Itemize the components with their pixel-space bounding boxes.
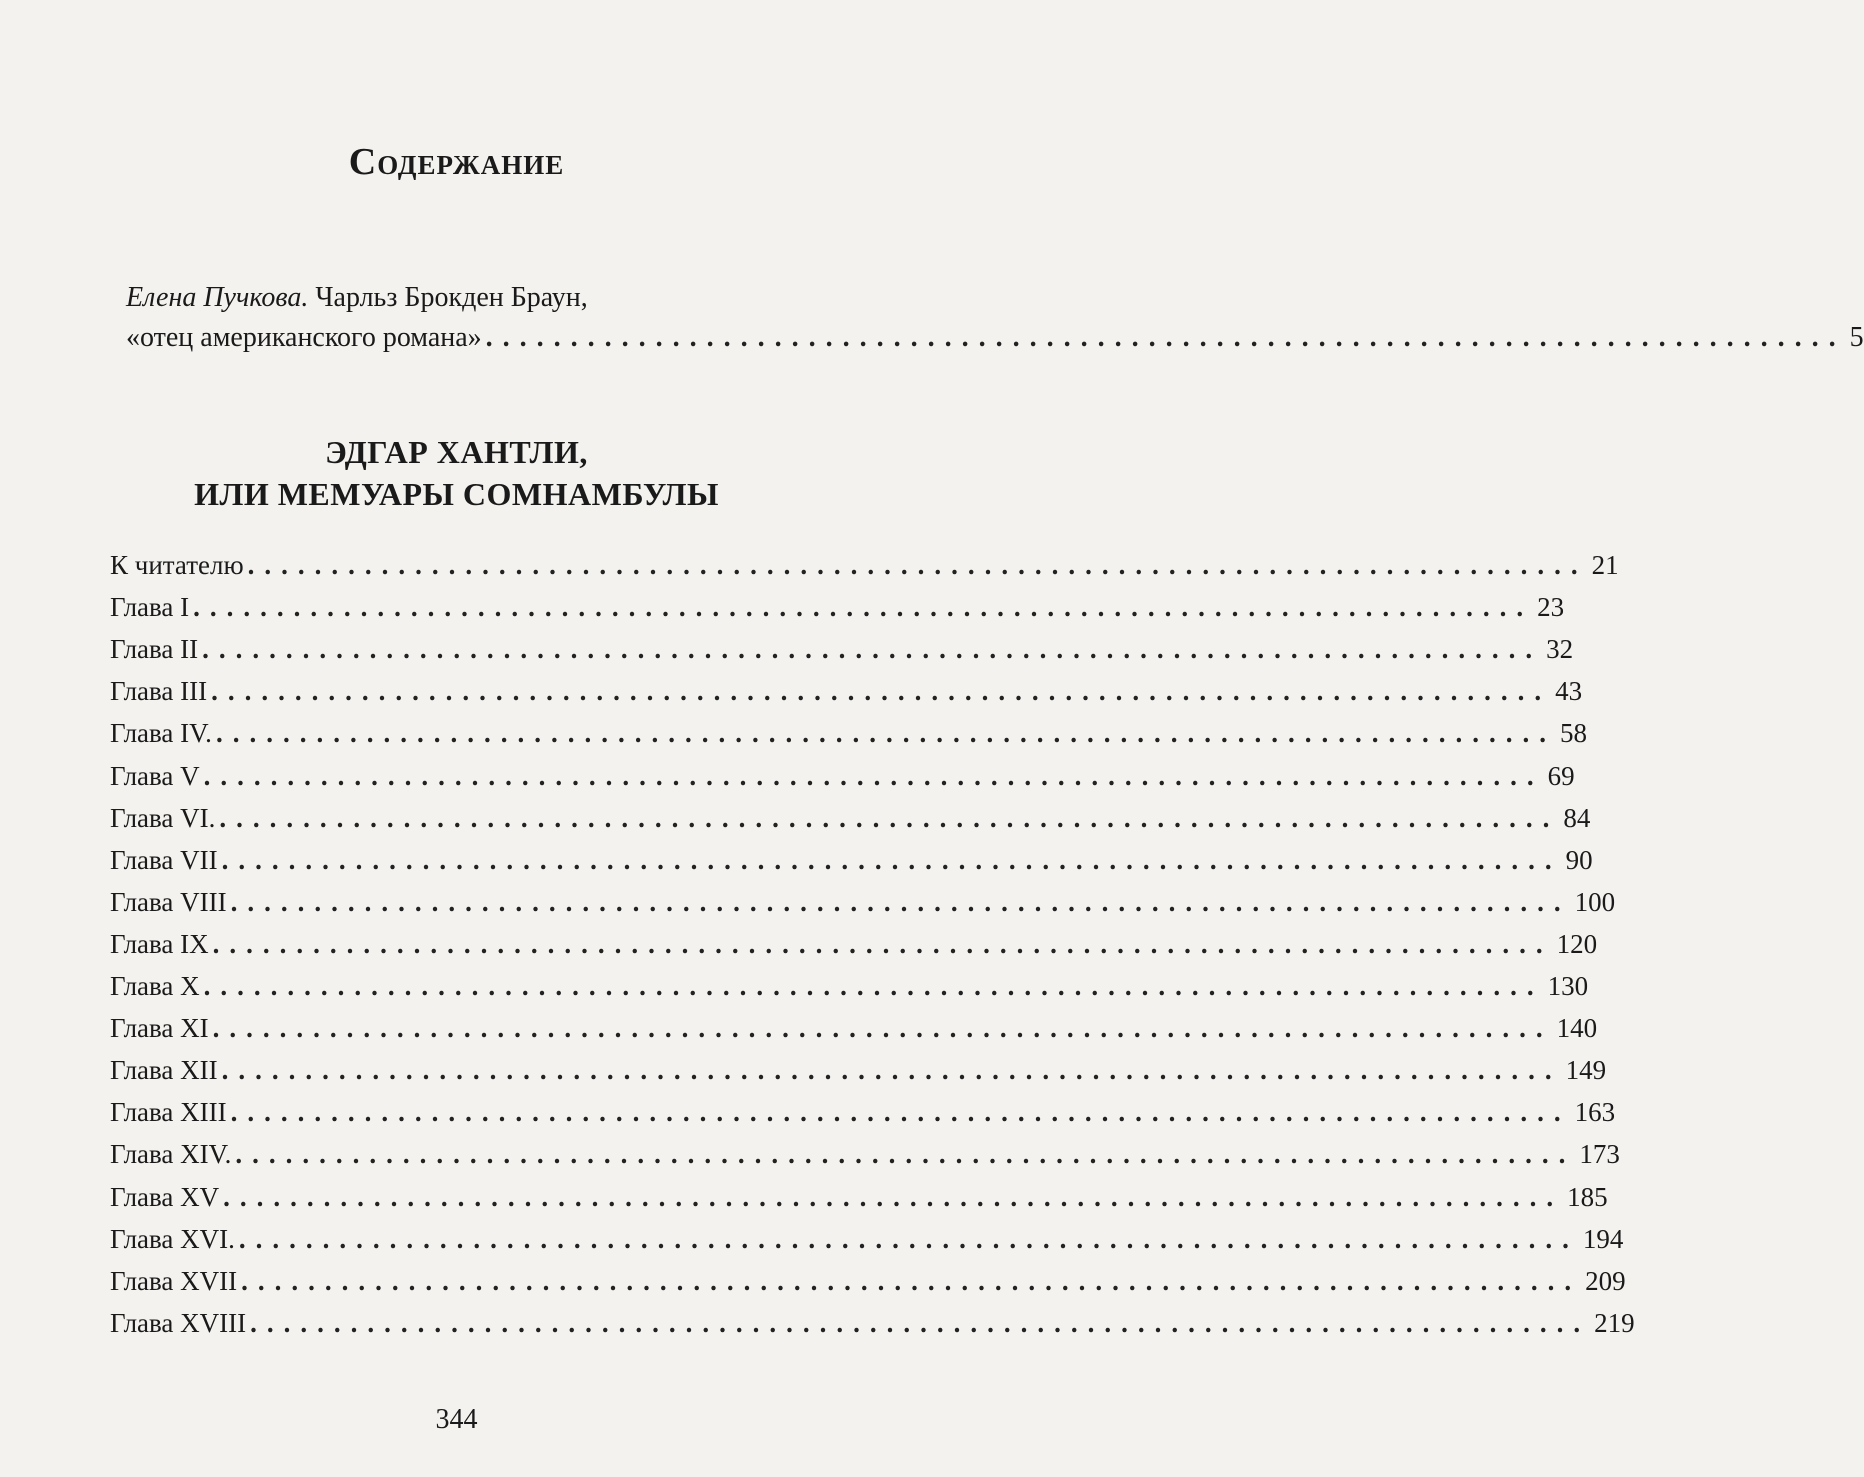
leader-dots: ................................................................................ bbox=[203, 971, 1544, 1001]
toc-label: К читателю bbox=[110, 550, 244, 580]
leader-dots: ................................................................................ bbox=[485, 322, 1846, 353]
toc-row bbox=[110, 676, 1583, 707]
toc-row bbox=[110, 550, 1619, 581]
toc-row bbox=[110, 1182, 1608, 1213]
toc-label: Глава X bbox=[110, 971, 200, 1001]
leader-dots: ................................................................................ bbox=[212, 1013, 1553, 1043]
intro-entry-line1 bbox=[126, 282, 588, 314]
toc-label: Глава VI. bbox=[110, 803, 216, 833]
toc-row bbox=[110, 845, 1593, 876]
leader-dots: ................................................................................ bbox=[219, 803, 1560, 833]
toc-row bbox=[110, 1224, 1624, 1255]
toc-page-number: 140 bbox=[1556, 1013, 1598, 1043]
leader-dots: ................................................................................ bbox=[230, 887, 1571, 917]
leader-dots: ................................................................................ bbox=[247, 550, 1588, 580]
toc-page-number: 100 bbox=[1574, 887, 1616, 917]
toc-label: Глава II bbox=[110, 634, 199, 664]
toc-label: Глава XI bbox=[110, 1013, 209, 1043]
leader-dots: ................................................................................ bbox=[215, 718, 1556, 748]
intro-page-number: 5 bbox=[1849, 322, 1864, 353]
leader-dots: ................................................................................ bbox=[212, 929, 1553, 959]
leader-dots: ................................................................................ bbox=[211, 676, 1552, 706]
toc-label: Глава IX bbox=[110, 929, 209, 959]
toc-page-number: 32 bbox=[1546, 634, 1574, 664]
intro-title-line1: Чарльз Брокден Браун, bbox=[315, 282, 588, 313]
leader-dots: ................................................................................ bbox=[202, 634, 1543, 664]
toc-page-number: 173 bbox=[1579, 1139, 1620, 1169]
toc-row bbox=[110, 592, 1565, 623]
toc-label: Глава IV. bbox=[110, 718, 212, 748]
toc-label: Глава XVII bbox=[110, 1266, 238, 1296]
leader-dots: ................................................................................ bbox=[223, 1182, 1564, 1212]
toc-row bbox=[110, 718, 1587, 749]
toc-row bbox=[110, 803, 1591, 834]
toc-page-number: 219 bbox=[1594, 1308, 1635, 1338]
toc-label: Глава XVI. bbox=[110, 1224, 235, 1254]
toc-page-number: 209 bbox=[1585, 1266, 1626, 1296]
toc-label: Глава XIV. bbox=[110, 1139, 232, 1169]
toc-row bbox=[110, 929, 1598, 960]
toc-label: Глава VII bbox=[110, 845, 218, 875]
toc-label: Глава XVIII bbox=[110, 1308, 247, 1338]
toc-page-number: 120 bbox=[1556, 929, 1598, 959]
toc-label: Глава XIII bbox=[110, 1097, 227, 1127]
toc-page-number: 43 bbox=[1555, 676, 1583, 706]
toc-row bbox=[110, 887, 1616, 918]
toc-row bbox=[110, 634, 1574, 665]
intro-title-line2: «отец американского романа» bbox=[126, 322, 482, 353]
toc-page-number: 185 bbox=[1567, 1182, 1608, 1212]
leader-dots: ................................................................................ bbox=[193, 592, 1534, 622]
leader-dots: ................................................................................ bbox=[241, 1266, 1582, 1296]
toc-page-number: 58 bbox=[1559, 718, 1587, 748]
leader-dots: ................................................................................ bbox=[221, 1055, 1562, 1085]
leader-dots: ................................................................................ bbox=[235, 1139, 1576, 1169]
toc-row bbox=[110, 1055, 1607, 1086]
toc-page-number: 149 bbox=[1565, 1055, 1607, 1085]
leader-dots: ................................................................................ bbox=[221, 845, 1562, 875]
intro-author: Елена Пучкова. bbox=[126, 282, 309, 313]
toc-page-number: 194 bbox=[1582, 1224, 1624, 1254]
toc-row bbox=[110, 971, 1589, 1002]
intro-entry-line2 bbox=[126, 322, 1864, 354]
toc-page-number: 130 bbox=[1547, 971, 1589, 1001]
toc-page-number: 21 bbox=[1591, 550, 1619, 580]
leader-dots: ................................................................................ bbox=[203, 761, 1544, 791]
toc-row bbox=[110, 1139, 1620, 1170]
toc-label: Глава III bbox=[110, 676, 208, 706]
book-title-line1: ЭДГАР ХАНТЛИ, bbox=[325, 434, 588, 470]
toc-page-number: 23 bbox=[1537, 592, 1565, 622]
toc-label: Глава VIII bbox=[110, 887, 227, 917]
toc-row bbox=[110, 1013, 1598, 1044]
toc-label: Глава V bbox=[110, 761, 200, 791]
page-number: 344 bbox=[435, 1404, 478, 1435]
toc-label: Глава XII bbox=[110, 1055, 218, 1085]
leader-dots: ................................................................................ bbox=[250, 1308, 1591, 1338]
toc-row bbox=[110, 1308, 1635, 1339]
toc-row bbox=[110, 1097, 1616, 1128]
leader-dots: ................................................................................ bbox=[230, 1097, 1571, 1127]
toc-label: Глава I bbox=[110, 592, 190, 622]
toc-page-number: 84 bbox=[1563, 803, 1591, 833]
leader-dots: ................................................................................ bbox=[238, 1224, 1579, 1254]
toc-page-number: 163 bbox=[1574, 1097, 1616, 1127]
toc-page-number: 69 bbox=[1547, 761, 1575, 791]
book-title-line2: ИЛИ МЕМУАРЫ СОМНАМБУЛЫ bbox=[194, 476, 719, 512]
toc-row bbox=[110, 1266, 1626, 1297]
toc-label: Глава XV bbox=[110, 1182, 220, 1212]
page-title: Содержание bbox=[348, 141, 565, 183]
toc-row bbox=[110, 761, 1575, 792]
toc-page-number: 90 bbox=[1565, 845, 1593, 875]
